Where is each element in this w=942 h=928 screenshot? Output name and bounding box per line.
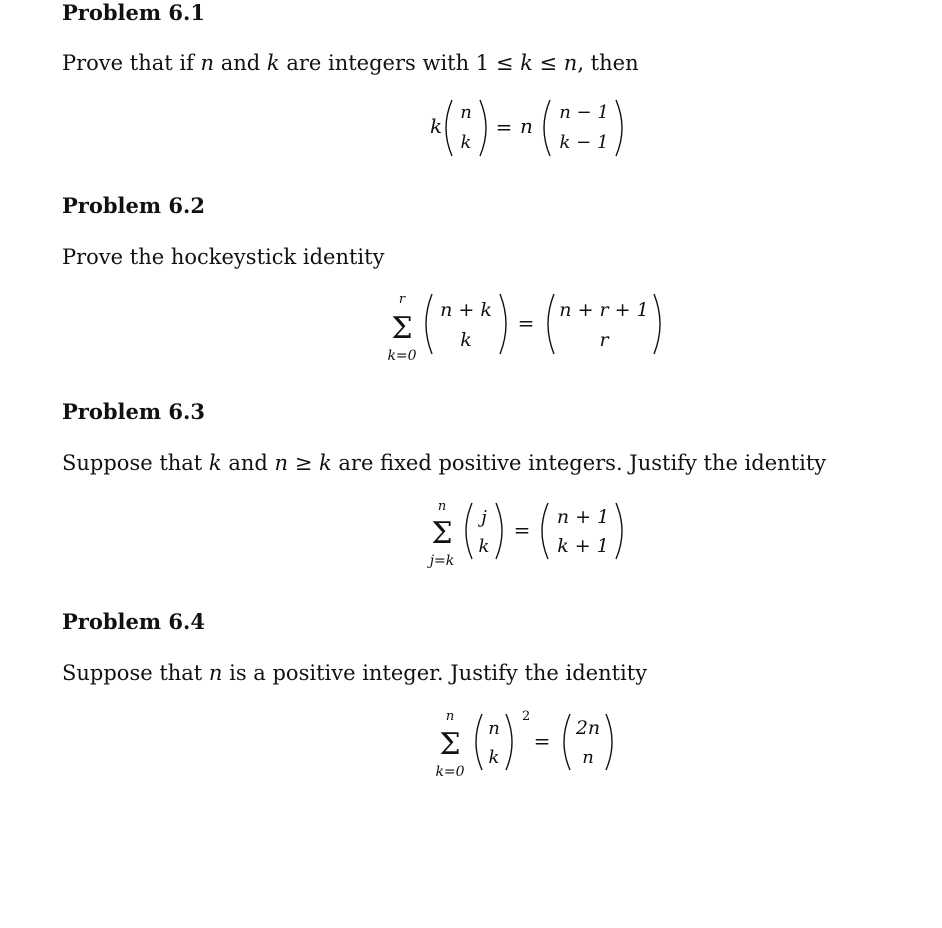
lhs-binom-top: n <box>488 718 500 739</box>
equals-sign: = <box>533 729 551 753</box>
lhs-binom-bottom: k <box>460 132 472 153</box>
rhs-binom-top: n + 1 <box>556 506 610 528</box>
rhs-binom-bottom: r <box>599 329 609 351</box>
right-paren <box>500 294 506 354</box>
left-paren <box>564 714 570 770</box>
lhs-coefficient: k <box>430 114 443 138</box>
lhs-exponent: 2 <box>522 709 531 724</box>
right-paren <box>506 714 512 770</box>
problem-6-2-equation <box>380 290 670 370</box>
rhs-binom-bottom: k + 1 <box>557 535 609 557</box>
lhs-binom-bottom: k <box>488 747 500 768</box>
equals-sign: = <box>495 115 513 139</box>
equals-sign: = <box>517 311 535 335</box>
left-paren <box>544 100 550 156</box>
lhs-binom-top: n <box>460 102 472 123</box>
problem-6-3-statement: Suppose that k and n ≥ k are fixed positive integers. Justify the identity <box>62 451 827 475</box>
lhs-binom-top: j <box>481 507 487 528</box>
summation-symbol: Σ <box>439 727 461 762</box>
problem-6-1-statement: Prove that if n and k are integers with 1 ≤ k ≤ n, then <box>62 51 639 75</box>
rhs-binom-bottom: n <box>582 747 594 768</box>
sum-lower-limit: k=0 <box>387 348 417 364</box>
left-paren <box>426 294 432 354</box>
problem-6-4-equation <box>430 706 620 786</box>
right-paren <box>480 100 486 156</box>
left-paren <box>542 503 548 559</box>
right-paren <box>496 503 502 559</box>
problem-6-4-title: Problem 6.4 <box>62 609 205 634</box>
problem-6-2-title: Problem 6.2 <box>62 193 205 218</box>
sum-lower-limit: j=k <box>429 553 455 569</box>
left-paren <box>548 294 554 354</box>
problem-6-3-title: Problem 6.3 <box>62 399 205 424</box>
left-paren <box>446 100 452 156</box>
right-paren <box>616 100 622 156</box>
lhs-binom-bottom: k <box>478 536 490 557</box>
equals-sign: = <box>513 518 531 542</box>
rhs-binom-top: n + r + 1 <box>559 299 649 321</box>
sum-upper-limit: n <box>445 709 455 724</box>
left-paren <box>466 503 472 559</box>
sum-upper-limit: r <box>398 292 406 307</box>
left-paren <box>476 714 482 770</box>
right-paren <box>616 503 622 559</box>
right-paren <box>654 294 660 354</box>
rhs-binom-top: n − 1 <box>559 102 609 123</box>
problem-6-3-equation <box>420 497 630 575</box>
sum-lower-limit: k=0 <box>435 764 465 780</box>
summation-symbol: Σ <box>431 516 453 551</box>
summation-symbol: Σ <box>391 311 413 346</box>
problem-6-1-title: Problem 6.1 <box>62 0 205 25</box>
problem-6-4-statement: Suppose that n is a positive integer. Justify the identity <box>62 661 648 685</box>
rhs-binom-top: 2n <box>575 717 601 739</box>
lhs-binom-bottom: k <box>460 329 472 351</box>
problem-6-1-equation <box>426 96 626 160</box>
rhs-coefficient: n <box>520 114 533 138</box>
problem-6-2-statement: Prove the hockeystick identity <box>62 245 385 269</box>
rhs-binom-bottom: k − 1 <box>559 132 609 153</box>
right-paren <box>606 714 612 770</box>
sum-upper-limit: n <box>437 499 447 514</box>
lhs-binom-top: n + k <box>440 299 492 321</box>
